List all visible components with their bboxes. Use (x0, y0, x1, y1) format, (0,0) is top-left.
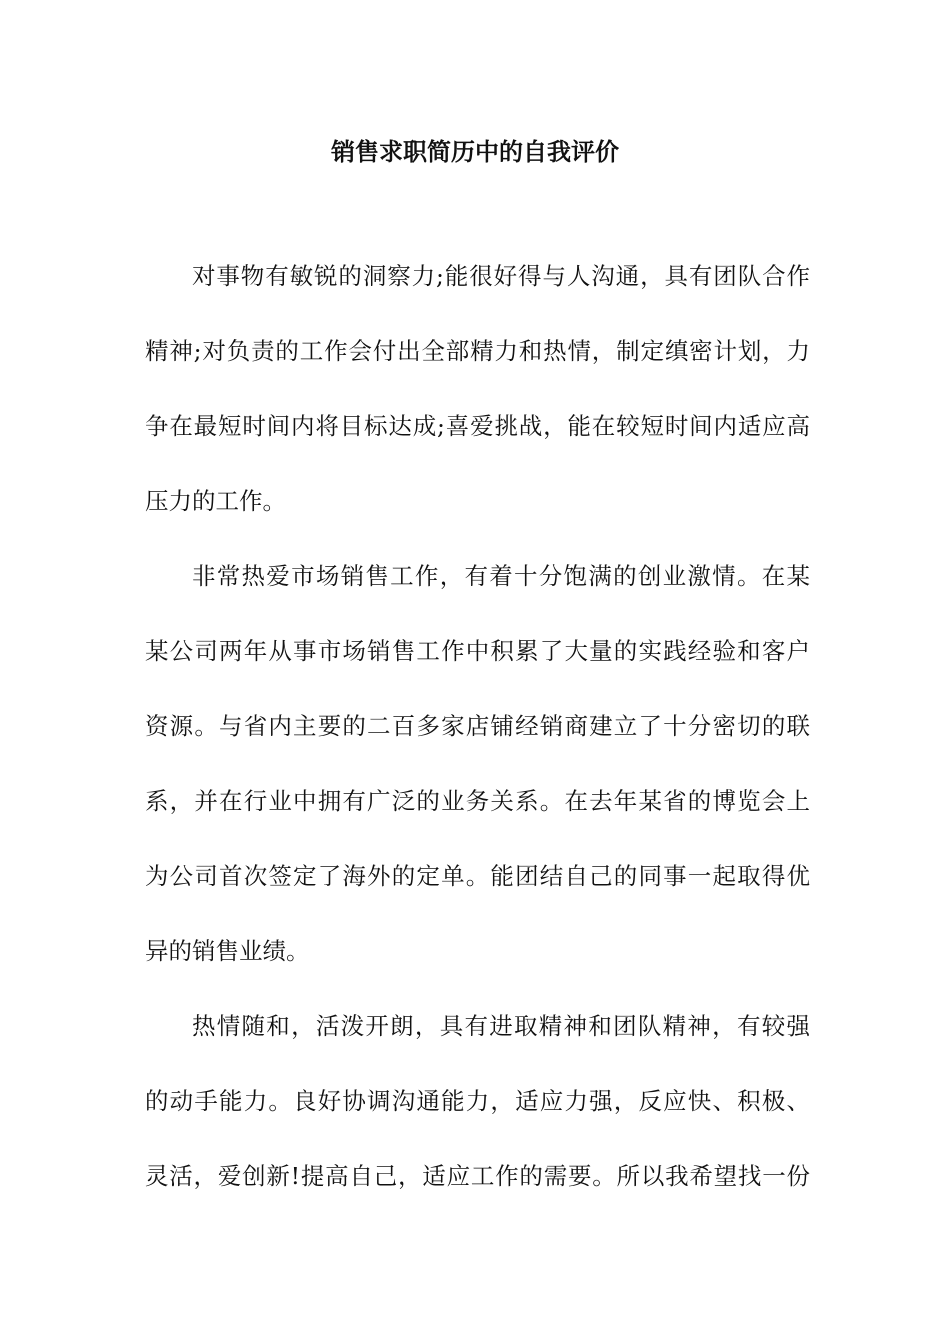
paragraph-2-line-6: 异的销售业绩。 (145, 937, 310, 965)
paragraph-1-line-3: 争在最短时间内将目标达成;喜爱挑战，能在较短时间内适应高 (145, 412, 810, 440)
paragraph-3-line-3: 灵活，爱创新!提高自己，适应工作的需要。所以我希望找一份 (145, 1162, 810, 1190)
document-title: 销售求职简历中的自我评价 (331, 137, 619, 166)
paragraph-2-line-1: 非常热爱市场销售工作，有着十分饱满的创业激情。在某 (192, 562, 810, 590)
paragraph-2-line-5: 为公司首次签定了海外的定单。能团结自己的同事一起取得优 (145, 862, 810, 890)
paragraph-1-line-2: 精神;对负责的工作会付出全部精力和热情，制定缜密计划，力 (145, 337, 810, 365)
paragraph-3-line-2: 的动手能力。良好协调沟通能力，适应力强，反应快、积极、 (145, 1087, 810, 1115)
paragraph-2-line-2: 某公司两年从事市场销售工作中积累了大量的实践经验和客户 (145, 637, 810, 665)
paragraph-3-line-1: 热情随和，活泼开朗，具有进取精神和团队精神，有较强 (192, 1012, 810, 1040)
paragraph-1-line-4: 压力的工作。 (145, 487, 286, 515)
document-body (145, 252, 810, 1227)
paragraph-2-line-3: 资源。与省内主要的二百多家店铺经销商建立了十分密切的联 (145, 712, 810, 740)
paragraph-1-line-1: 对事物有敏锐的洞察力;能很好得与人沟通，具有团队合作 (192, 262, 810, 290)
paragraph-2-line-4: 系，并在行业中拥有广泛的业务关系。在去年某省的博览会上 (145, 787, 810, 815)
